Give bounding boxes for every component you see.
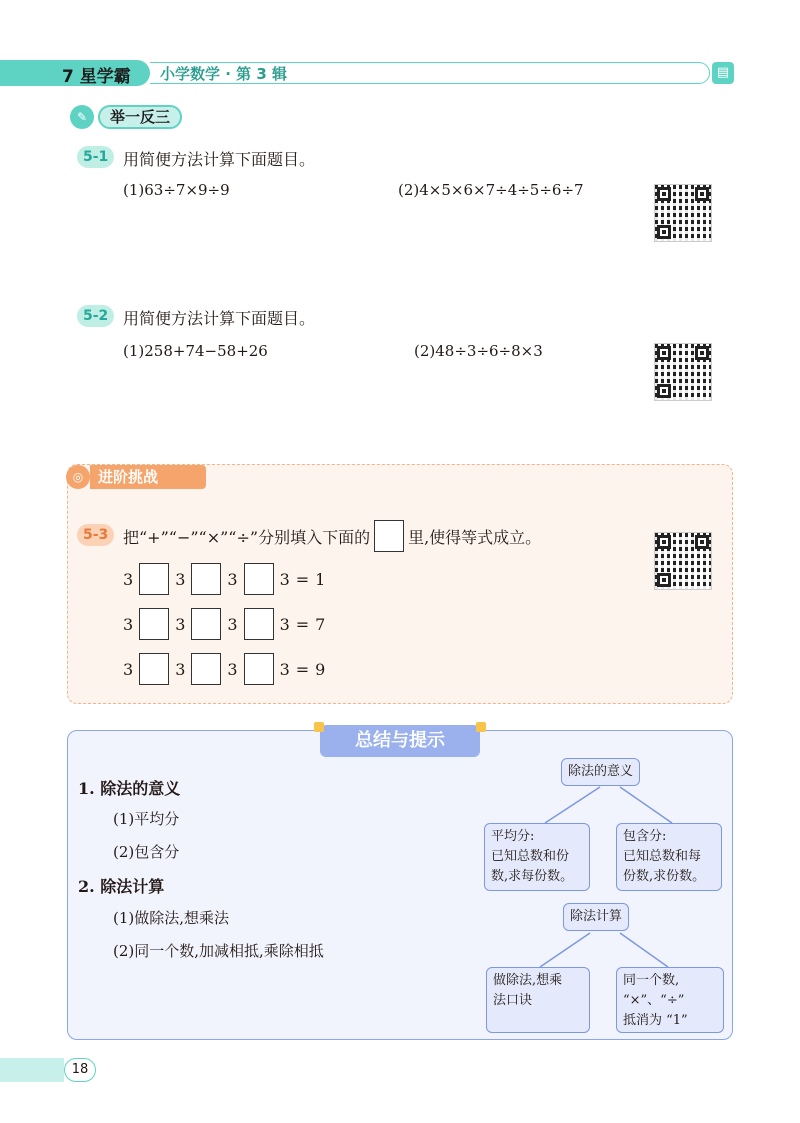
- question-number: 5-2: [77, 305, 114, 327]
- tree-root-division-meaning: [561, 758, 640, 786]
- tree-node-equal-sharing: [484, 823, 590, 891]
- page-number: 18: [64, 1058, 96, 1082]
- equation-row-3: [123, 653, 325, 685]
- question-number: 5-3: [77, 524, 114, 546]
- question-text: 用简便方法计算下面题目。: [123, 150, 316, 169]
- subquestion-2: (2)48÷3÷6÷8×3: [414, 342, 543, 360]
- question-text-before: 把“+”“−”“×”“÷”分别填入下面的: [123, 527, 371, 547]
- node-line: 数,求每份数。: [491, 869, 574, 884]
- tree-root-division-calc: [563, 903, 629, 931]
- question-text-after: 里,使得等式成立。: [408, 527, 542, 547]
- target-icon: ◎: [66, 465, 90, 489]
- equation-result: 9: [315, 659, 326, 679]
- section-title: 举一反三: [98, 105, 182, 129]
- book-icon: ✎: [70, 105, 94, 129]
- footer-bar: [0, 1058, 64, 1082]
- operator-box[interactable]: [191, 653, 221, 685]
- tree-node-think-multiply: [486, 967, 590, 1033]
- subquestion-2: (2)4×5×6×7÷4÷5÷6÷7: [398, 181, 584, 199]
- summary-heading-1: 1. 除法的意义: [78, 779, 181, 798]
- section-tag-challenge: [66, 463, 211, 491]
- question-text: 用简便方法计算下面题目。: [123, 309, 316, 328]
- operand: 3: [175, 569, 186, 589]
- equals-sign: =: [295, 659, 310, 679]
- answer-box-sample: [374, 520, 404, 552]
- brand-name: 7 星学霸: [62, 67, 131, 87]
- operator-box[interactable]: [191, 608, 221, 640]
- subquestion-1: (1)258+74−58+26: [123, 342, 268, 360]
- node-line: 包含分:: [623, 829, 667, 844]
- node-line: “×”、“÷”: [623, 993, 685, 1008]
- operator-box[interactable]: [244, 563, 274, 595]
- tree-node-cancel: [616, 967, 724, 1033]
- operator-box[interactable]: [139, 563, 169, 595]
- subject-title: 小学数学 · 第 3 辑: [160, 65, 288, 83]
- node-line: 已知总数和每: [623, 849, 702, 864]
- operator-box[interactable]: [244, 653, 274, 685]
- operand: 3: [123, 569, 134, 589]
- operator-box[interactable]: [191, 563, 221, 595]
- operand: 3: [279, 659, 290, 679]
- chevron-left-icon: ‹: [142, 62, 150, 83]
- question-text: [123, 520, 541, 552]
- node-label: 除法计算: [570, 909, 623, 924]
- operand: 3: [227, 569, 238, 589]
- operand: 3: [279, 614, 290, 634]
- question-number: 5-1: [77, 146, 114, 168]
- book-icon: ▤: [712, 62, 734, 84]
- operand: 3: [123, 659, 134, 679]
- operator-box[interactable]: [139, 608, 169, 640]
- header-bar: [0, 60, 745, 86]
- node-line: 法口诀: [493, 993, 533, 1008]
- summary-title: 总结与提示: [320, 725, 480, 757]
- node-line: 已知总数和份: [491, 849, 570, 864]
- operand: 3: [123, 614, 134, 634]
- qr-code-icon[interactable]: [654, 532, 712, 590]
- summary-item: (1)平均分: [113, 810, 180, 828]
- operand: 3: [279, 569, 290, 589]
- operator-box[interactable]: [139, 653, 169, 685]
- equals-sign: =: [295, 569, 310, 589]
- summary-item: (1)做除法,想乘法: [113, 909, 230, 927]
- node-label: 除法的意义: [568, 764, 634, 779]
- node-line: 抵消为 “1”: [623, 1013, 688, 1028]
- equation-result: 1: [315, 569, 326, 589]
- summary-item: (2)包含分: [113, 843, 180, 861]
- qr-code-icon[interactable]: [654, 343, 712, 401]
- section-title: 进阶挑战: [90, 465, 206, 489]
- equals-sign: =: [295, 614, 310, 634]
- node-line: 平均分:: [491, 829, 535, 844]
- tree-node-grouping: [616, 823, 722, 891]
- equation-row-2: [123, 608, 325, 640]
- equation-result: 7: [315, 614, 326, 634]
- node-line: 份数,求份数。: [623, 869, 706, 884]
- operand: 3: [175, 614, 186, 634]
- operand: 3: [227, 659, 238, 679]
- node-line: 同一个数,: [623, 973, 680, 988]
- subquestion-1: (1)63÷7×9÷9: [123, 181, 230, 199]
- equation-row-1: [123, 563, 325, 595]
- operator-box[interactable]: [244, 608, 274, 640]
- operand: 3: [227, 614, 238, 634]
- operand: 3: [175, 659, 186, 679]
- node-line: 做除法,想乘: [493, 973, 563, 988]
- summary-heading-2: 2. 除法计算: [78, 877, 165, 896]
- qr-code-icon[interactable]: [654, 184, 712, 242]
- summary-item: (2)同一个数,加减相抵,乘除相抵: [113, 942, 324, 960]
